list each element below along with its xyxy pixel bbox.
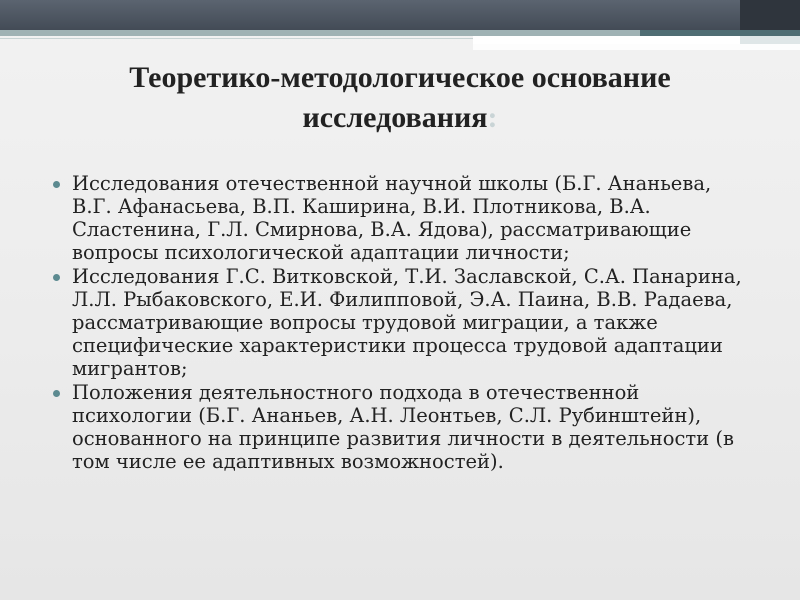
bullet-dot-icon xyxy=(53,274,60,281)
header-band-dark-segment xyxy=(740,0,800,30)
bullet-dot-icon xyxy=(53,390,60,397)
bullet-text: Положения деятельностного подхода в отечественной психологии (Б.Г. Ананьев, А.Н. Леонтьев, С.Л. Рубинштейн), основанного на принципе развития личности в деятельности (в том числе ее адаптивных возможностей). xyxy=(72,381,734,473)
slide-title-colon: : xyxy=(487,101,498,134)
bullet-dot-icon xyxy=(53,181,60,188)
header-white-bar-upper xyxy=(473,36,740,44)
slide-title xyxy=(40,58,760,138)
bullet-text: Исследования отечественной научной школы (Б.Г. Ананьева, В.Г. Афанасьева, В.П. Каширина, В.И. Плотникова, В.А. Сластенина, Г.Л. Смирнова, В.А. Ядова), рассматривающие вопросы психологической адаптации личности; xyxy=(72,172,712,264)
bullet-item xyxy=(52,265,752,380)
bullet-item xyxy=(52,172,752,264)
bullet-text: Исследования Г.С. Витковской, Т.И. Заславской, С.А. Панарина, Л.Л. Рыбаковского, Е.И. Филипповой, Э.А. Паина, В.В. Радаева, рассматривающие вопросы трудовой миграции, а также специфические характеристики процесса трудовой адаптации мигрантов; xyxy=(72,265,742,380)
header-light-tick xyxy=(740,36,800,44)
bullet-list xyxy=(52,172,752,474)
bullet-item xyxy=(52,381,752,473)
header-band xyxy=(0,0,800,30)
header-white-bar-lower xyxy=(473,44,800,50)
slide-title-text: Теоретико-методологическое основание исследования xyxy=(129,61,671,134)
